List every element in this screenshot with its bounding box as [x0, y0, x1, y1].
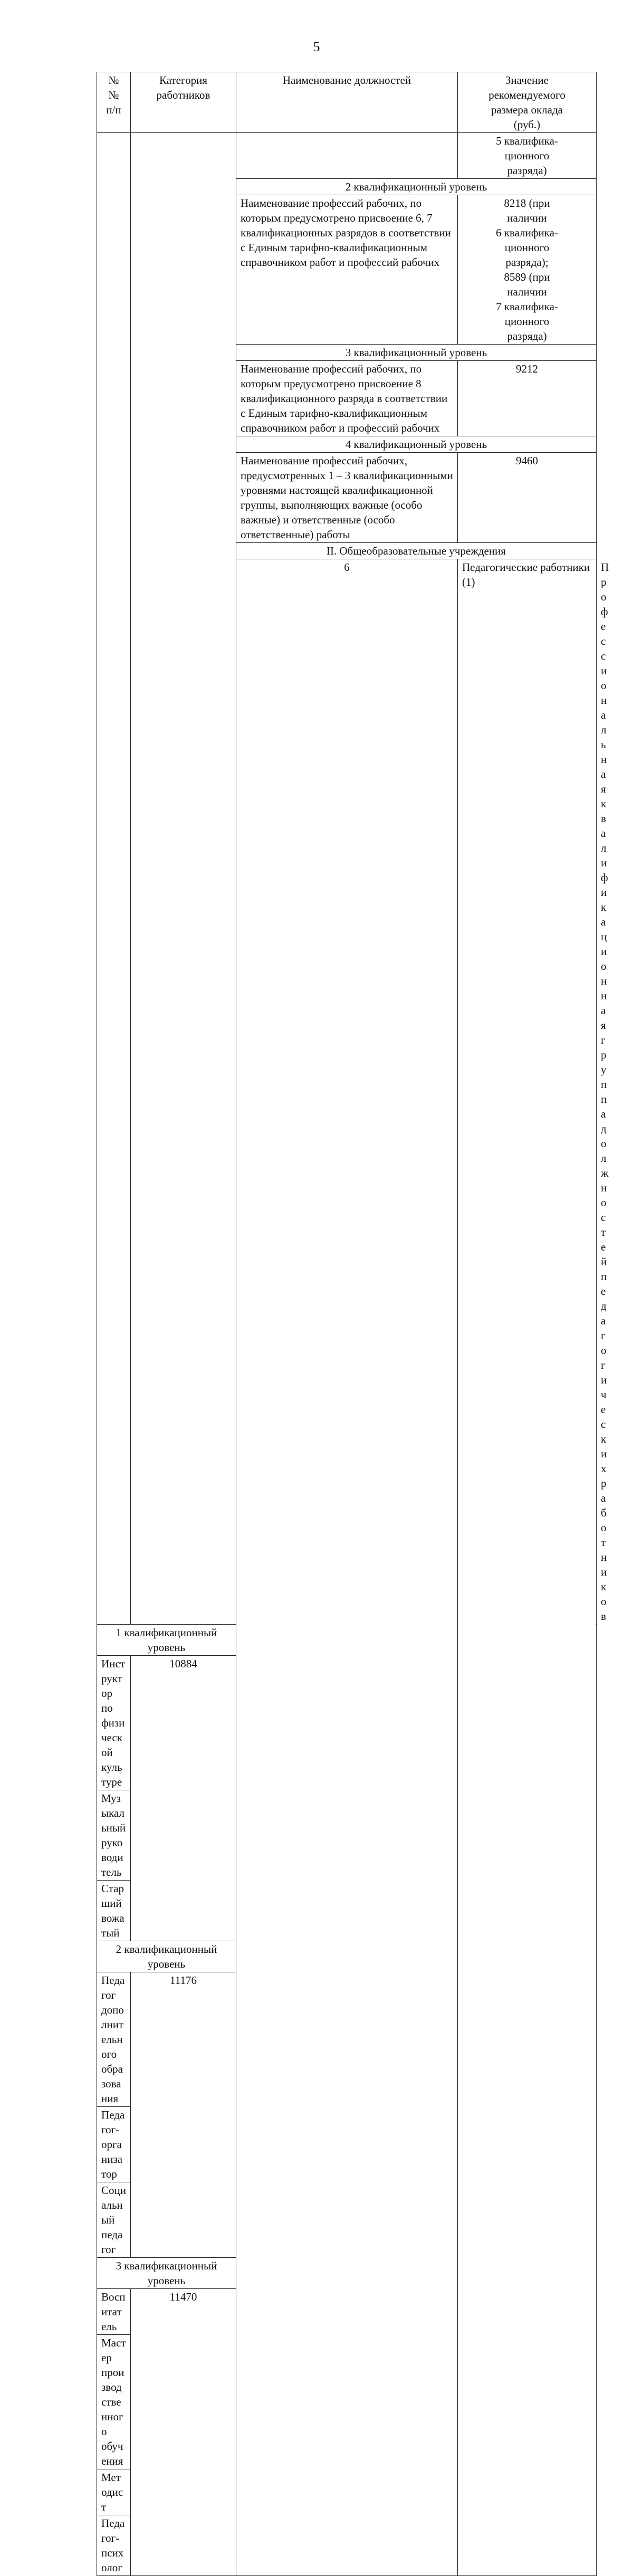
row-number: 6: [236, 559, 458, 2576]
category-cell-cont: [131, 133, 236, 1625]
salary-cell: 11176: [131, 1972, 236, 2258]
position-cell: Социальный педагог: [97, 2182, 131, 2258]
num-cell-cont: [97, 133, 131, 1625]
position-cell: Наименование профессий рабочих, по которым предусмотрено присвоение 6, 7 квалификационных разрядов в соответствии с Единым тарифно-квалификационным справочником работ и профессий рабочих: [236, 195, 458, 345]
position-cell: Методист: [97, 2469, 131, 2515]
salary-cell: 9460: [458, 453, 597, 543]
section-title: II. Общеобразовательные учреждения: [236, 543, 597, 559]
header-position: Наименование должностей: [236, 72, 458, 133]
level-title: 4 квалификационный уровень: [236, 436, 597, 453]
page-number: 5: [313, 39, 320, 54]
position-cell-cont: [236, 133, 458, 179]
salary-cell: 8218 (при наличии 6 квалифика- ционного разряда); 8589 (при наличии 7 квалифика- ционного разряда): [458, 195, 597, 345]
position-cell: Наименование профессий рабочих, предусмотренных 1 – 3 квалификационными уровнями настоящей квалификационной группы, выполняющих важные (особо важные) и ответственные (особо ответственные) работы: [236, 453, 458, 543]
position-cell: Наименование профессий рабочих, по которым предусмотрено присвоение 8 квалификационного разряда в соответствии с Единым тарифно-квалификационным справочником работ и профессий рабочих: [236, 361, 458, 436]
header-salary: Значение рекомендуемого размера оклада (руб.): [458, 72, 597, 133]
position-cell: Старший вожатый: [97, 1881, 131, 1941]
position-cell: Мастер производственного обучения: [97, 2335, 131, 2469]
level-title: 3 квалификационный уровень: [97, 2258, 236, 2289]
table-row: [97, 133, 597, 179]
salary-cell: 5 квалифика- ционного разряда): [458, 133, 597, 179]
salary-cell: 9212: [458, 361, 597, 436]
salary-cell: 11470: [131, 2289, 236, 2576]
position-cell: Педагог-психолог: [97, 2515, 131, 2576]
position-cell: Педагог-организатор: [97, 2107, 131, 2182]
position-cell: Воспитатель: [97, 2289, 131, 2335]
level-title: 2 квалификационный уровень: [97, 1941, 236, 1972]
salary-cell: 10884: [131, 1656, 236, 1941]
table-header-row: [97, 72, 597, 133]
table-row: 6 Педагогические работники (1) Профессиональная квалификационная группа должностей педагогических работников: [97, 559, 597, 1625]
level-title: 3 квалификационный уровень: [236, 345, 597, 361]
position-cell: Музыкальный руководитель: [97, 1790, 131, 1881]
position-cell: Инструктор по физической культуре: [97, 1656, 131, 1790]
salary-table: [97, 72, 609, 2576]
category-cell: Педагогические работники (1): [458, 559, 597, 2576]
header-num: № № п/п: [97, 72, 131, 133]
level-title: 2 квалификационный уровень: [236, 179, 597, 195]
header-category: Категория работников: [131, 72, 236, 133]
level-title: 1 квалификационный уровень: [97, 1625, 236, 1656]
position-cell: Педагог дополнительного образования: [97, 1972, 131, 2107]
